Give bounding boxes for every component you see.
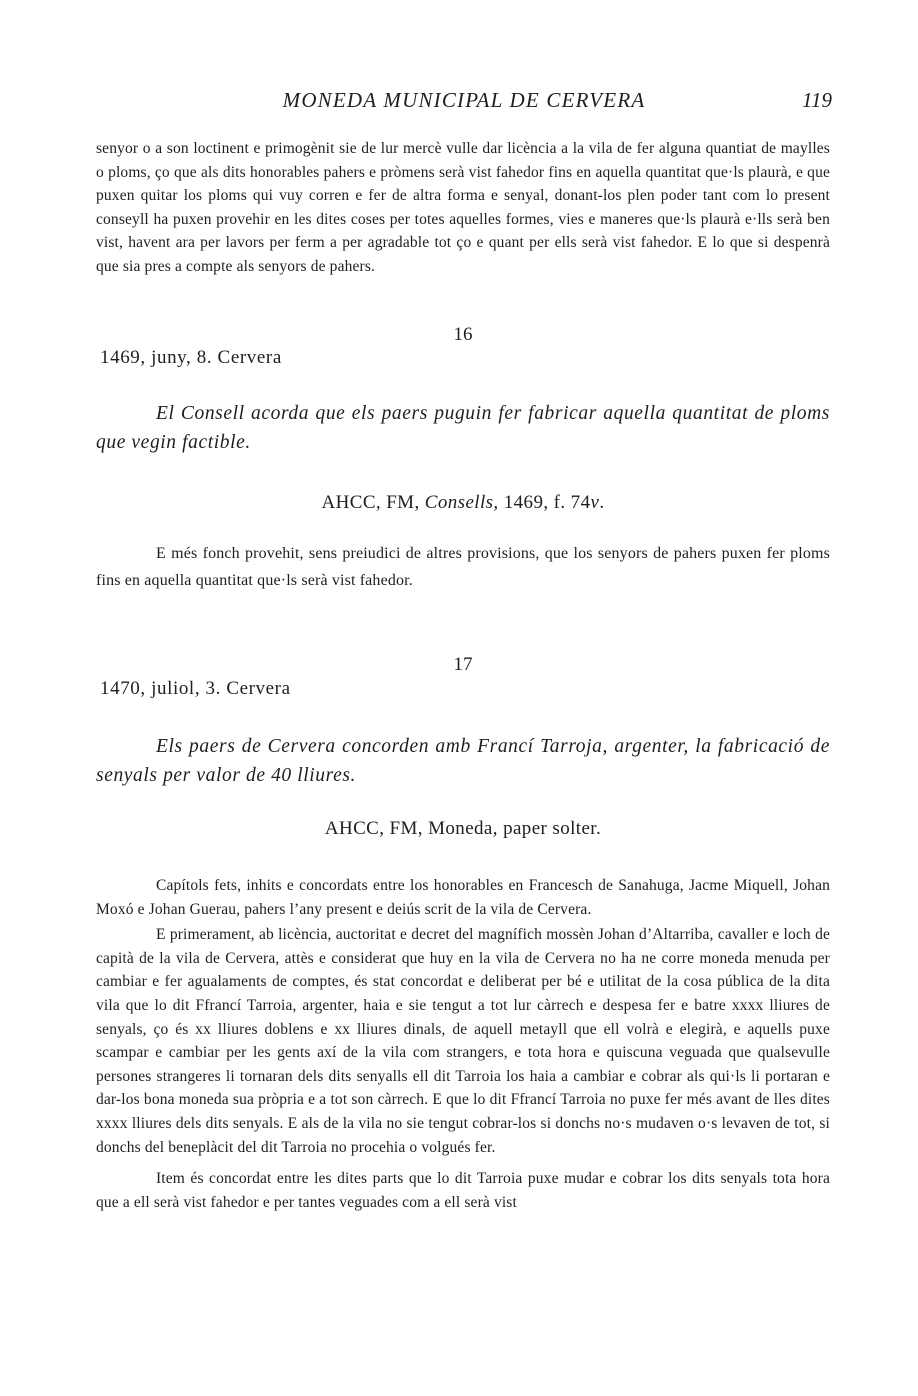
paragraph: Capítols fets, inhits e concordats entre los honorables en Francesch de Sanahuga, Jacme Miquell, Johan Moxó e Johan Guerau, pahers l’any present e deiús scrit de la vila de Cervera. bbox=[96, 877, 830, 918]
paragraph: Item és concordat entre les dites parts que lo dit Tarroia puxe mudar e cobrar los dits senyals tota hora que a ell serà vist fahedor e per tantes veguades com a ell serà vist bbox=[96, 1170, 830, 1211]
document-body bbox=[96, 874, 830, 1214]
source-folio-side: v bbox=[590, 492, 600, 513]
source-series: Consells, bbox=[424, 492, 499, 513]
document-text: E més fonch provehit, sens preiudici de altres provisions, que los senyors de pahers puxen fer ploms fins en aquella quantitat que·ls serà vist fahedor. bbox=[96, 545, 830, 589]
source-folio: 1469, f. 74 bbox=[503, 492, 591, 513]
document-16 bbox=[96, 320, 830, 620]
document-source bbox=[96, 492, 830, 514]
intro-paragraph-block bbox=[96, 137, 830, 279]
running-title: MONEDA MUNICIPAL DE CERVERA bbox=[282, 88, 646, 112]
paragraph: E primerament, ab licència, auctoritat e decret del magnífich mossèn Johan d’Altarriba, cavaller e loch de capità de la vila de Cervera, attès e considerat que huy en la vila de Cervera no ha ne corre moneda menuda per cambiar e fer agualaments de comptes, és stat concordat e deliberat per bé e utilitat de la cosa pública de la dita vila que lo dit Ffrancí Tarroia, argenter, haia e sie tengut a tot lur càrrech e despesa fer e batre xxxx lliures de senyals, ço és xx lliures doblens e xx lliures dinals, de aquell metayll que ell volrà e elegirà, e aquells puxe scampar e cambiar per les gents axí de la vila com strangers, e tota hora e quiscuna veguada que qualsevulle persones strangeres li tornaran dels dits senyalls ell dit Tarroia los haia a cambiar e cobrar als qui·ls li portaran e dar-los bona moneda sua pròpria e a tot son càrrech. E que lo dit Ffrancí Tarroia no puxe fer més avant de lles dites xxxx lliures dels dits senyals. E als de la vila no sie tengut cobrar-los si donchs no·s mudaven o·s levaven de tot, si donchs del beneplàcit del dit Tarroia no procehia o volgués fer. bbox=[96, 926, 830, 1156]
document-summary: Els paers de Cervera concorden amb Francí Tarroja, argenter, la fabricació de senyals per valor de 40 lliures. bbox=[96, 736, 830, 786]
document-17 bbox=[96, 650, 830, 1350]
document-number: 17 bbox=[453, 654, 473, 675]
document-date: 1469, juny, 8. Cervera bbox=[100, 347, 282, 368]
page-number: 119 bbox=[802, 88, 832, 112]
intro-paragraph: senyor o a son loctinent e primogènit sie de lur mercè vulle dar licència a la vila de fer alguna quantiat de maylles o ploms, ço que als dits honorables pahers e pròmens serà vist fahedor fins en aquella quantitat que·ls plaurà, e que puxen quitar los ploms qui vuy corren e fer de altra forma e senyal, donant-los plen poder tant com lo present conseyll ha puxen provehir en les dites coses per totes aquelles formes, vies e maneres que·ls plaurà e·lls serà ben vist, havent ara per lavors per ferm a per agradable tot ço e quant per ells serà vist fahedor. E lo que si despenrà que sia pres a compte als senyors de pahers. bbox=[96, 140, 830, 275]
document-date: 1470, juliol, 3. Cervera bbox=[100, 678, 291, 699]
document-source: AHCC, FM, Moneda, paper solter. bbox=[324, 818, 602, 839]
document-summary: El Consell acorda que els paers puguin fer fabricar aquella quantitat de ploms que vegin factible. bbox=[96, 403, 830, 453]
page-header bbox=[96, 86, 832, 116]
source-end: . bbox=[599, 492, 605, 513]
document-number: 16 bbox=[453, 324, 473, 345]
source-prefix: AHCC, FM, bbox=[321, 492, 420, 513]
